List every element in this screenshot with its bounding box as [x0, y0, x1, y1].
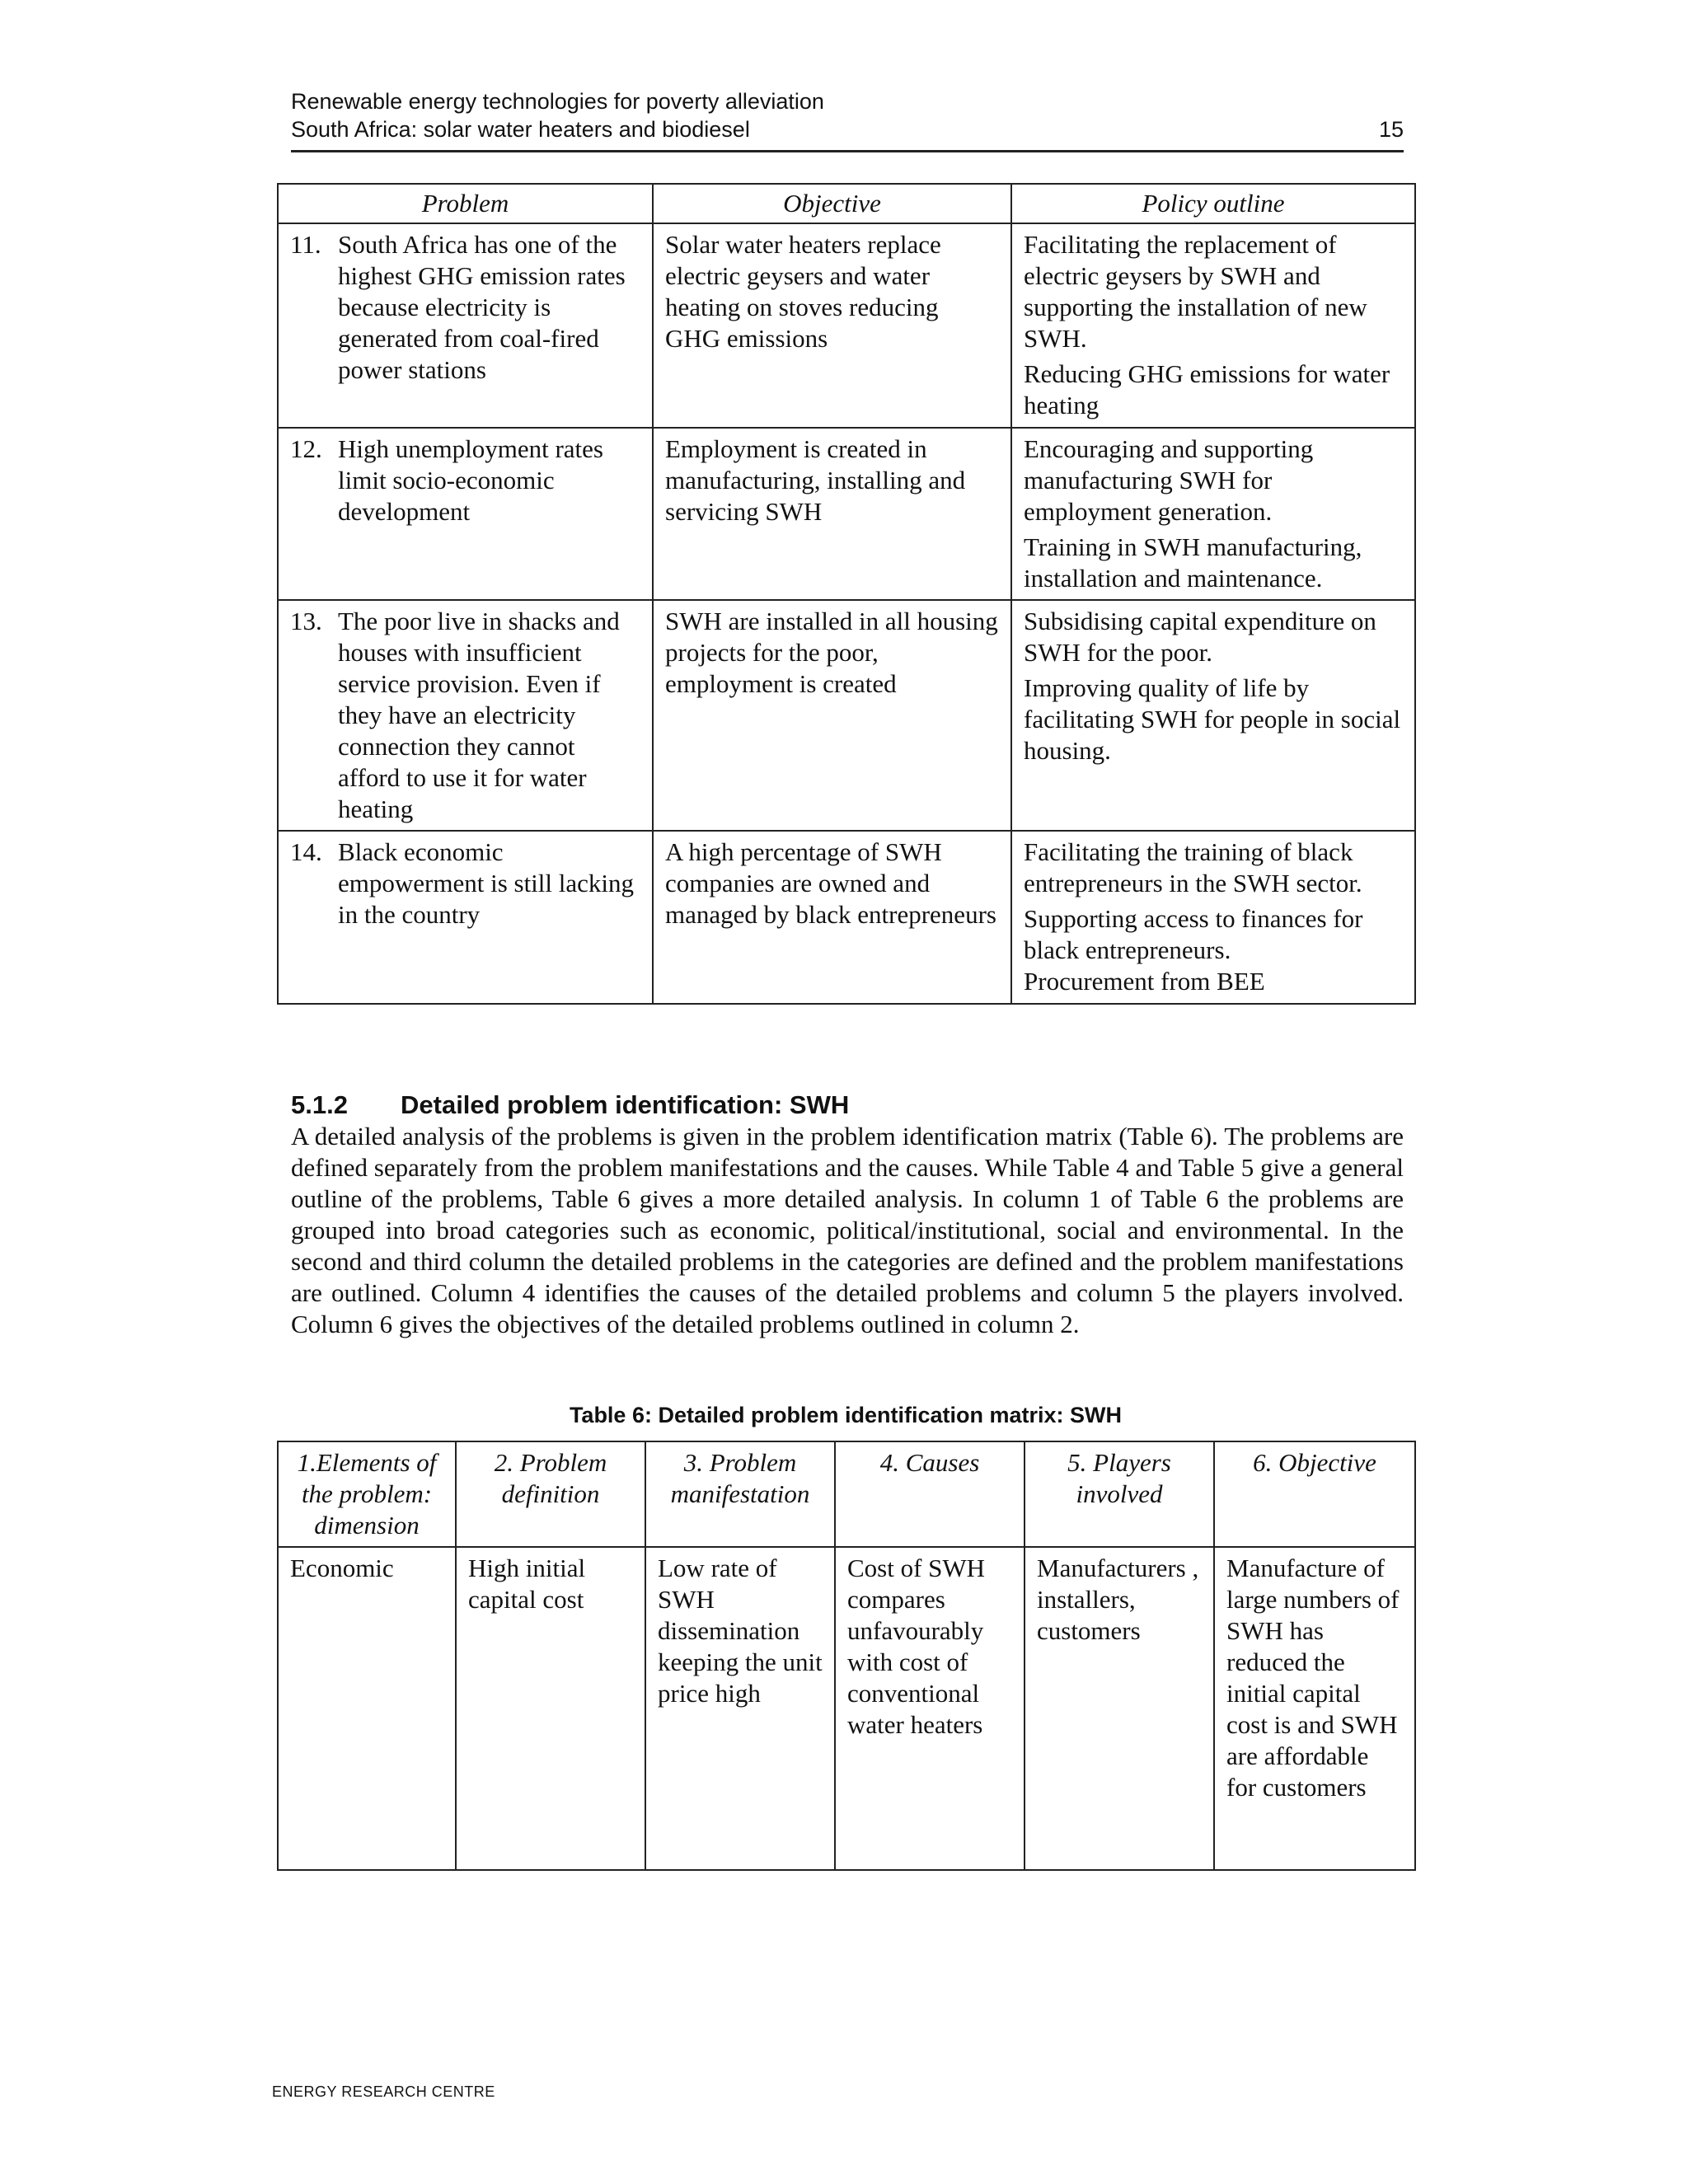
policy-cell: [1011, 831, 1415, 1004]
header-title-line1: Renewable energy technologies for poverty alleviation: [291, 89, 824, 114]
policy-text: Training in SWH manufacturing, installation and maintenance.: [1024, 532, 1362, 593]
table-row: [278, 428, 1415, 600]
policy-text: Supporting access to finances for black entrepreneurs.: [1024, 904, 1363, 964]
table-cell: Economic: [278, 1547, 456, 1870]
table-cell: Cost of SWH compares unfavourably with cost of conventional water heaters: [835, 1547, 1025, 1870]
page-number: 15: [1378, 117, 1404, 142]
problem-objective-policy-table: [277, 183, 1416, 1005]
objective-cell: Employment is created in manufacturing, installing and servicing SWH: [653, 428, 1011, 600]
page-footer: ENERGY RESEARCH CENTRE: [272, 2083, 495, 2100]
policy-text: Improving quality of life by facilitating SWH for people in social housing.: [1024, 673, 1401, 765]
policy-cell: [1011, 600, 1415, 831]
body-paragraph: A detailed analysis of the problems is given in the problem identification matrix (Table 6). The problems are defined separately from the problem manifestations and the causes. While Table 4 and Table 5 give a general outline of the problems, Table 6 gives a more detailed analysis. In column 1 of Table 6 the problems are grouped into broad categories such as economic, political/institutional, social and environmental. In the second and third column the detailed problems in the categories are defined and the problem manifestations are outlined. Column 4 identifies the causes of the detailed problems and column 5 the players involved. Column 6 gives the objectives of the detailed problems outlined in column 2.: [291, 1122, 1404, 1338]
objective-cell: A high percentage of SWH companies are owned and managed by black entrepreneurs: [653, 831, 1011, 1004]
problem-identification-matrix: [277, 1441, 1416, 1871]
problem-text: Black economic empowerment is still lacking in the country: [338, 837, 635, 929]
column-header-players-involved: 5. Players involved: [1025, 1441, 1214, 1547]
page-header: [291, 87, 1404, 152]
table-header-row: [278, 1441, 1415, 1547]
problem-text: South Africa has one of the highest GHG emission rates because electricity is generated from coal-fired power stations: [338, 230, 626, 384]
item-number: 14.: [290, 837, 322, 866]
column-header-policy-outline: Policy outline: [1011, 184, 1415, 223]
policy-cell: [1011, 223, 1415, 428]
table-cell: Low rate of SWH dissemination keeping the unit price high: [645, 1547, 835, 1870]
table-caption: Table 6: Detailed problem identification matrix: SWH: [569, 1403, 1123, 1427]
objective-cell: SWH are installed in all housing projects for the poor, employment is created: [653, 600, 1011, 831]
column-header-problem: Problem: [278, 184, 653, 223]
table-row: [278, 1547, 1415, 1870]
section-number: 5.1.2: [291, 1090, 348, 1119]
problem-text: The poor live in shacks and houses with insufficient service provision. Even if they have an electricity connection they cannot afford to use it for water heating: [338, 607, 620, 823]
column-header-causes: 4. Causes: [835, 1441, 1025, 1547]
table-header-row: [278, 184, 1415, 223]
item-number: 12.: [290, 434, 322, 463]
header-title-line2: South Africa: solar water heaters and biodiesel: [291, 117, 750, 142]
item-number: 11.: [290, 230, 321, 259]
policy-text: Procurement from BEE: [1024, 967, 1265, 996]
table-row: [278, 600, 1415, 831]
table-cell: Manufacture of large numbers of SWH has reduced the initial capital cost is and SWH are affordable for customers: [1214, 1547, 1415, 1870]
column-header-dimension: 1.Elements of the problem: dimension: [278, 1441, 456, 1547]
policy-text: Reducing GHG emissions for water heating: [1024, 359, 1390, 419]
section-heading: [291, 1090, 849, 1121]
column-header-objective: Objective: [653, 184, 1011, 223]
problem-text: High unemployment rates limit socio-economic development: [338, 434, 603, 526]
table-cell: High initial capital cost: [456, 1547, 645, 1870]
column-header-problem-definition: 2. Problem definition: [456, 1441, 645, 1547]
table-row: [278, 831, 1415, 1004]
item-number: 13.: [290, 607, 322, 635]
policy-text: Facilitating the replacement of electric geysers by SWH and supporting the installation of new SWH.: [1024, 230, 1367, 353]
problem-cell: [278, 223, 653, 428]
column-header-problem-manifestation: 3. Problem manifestation: [645, 1441, 835, 1547]
policy-text: Facilitating the training of black entrepreneurs in the SWH sector.: [1024, 837, 1362, 898]
policy-cell: [1011, 428, 1415, 600]
section-title: Detailed problem identification: SWH: [401, 1090, 850, 1119]
problem-cell: [278, 831, 653, 1004]
table-row: [278, 223, 1415, 428]
objective-cell: Solar water heaters replace electric geysers and water heating on stoves reducing GHG emissions: [653, 223, 1011, 428]
problem-cell: [278, 428, 653, 600]
table-cell: Manufacturers , installers, customers: [1025, 1547, 1214, 1870]
policy-text: Encouraging and supporting manufacturing SWH for employment generation.: [1024, 434, 1314, 526]
policy-text: Subsidising capital expenditure on SWH for the poor.: [1024, 607, 1376, 667]
column-header-objective: 6. Objective: [1214, 1441, 1415, 1547]
problem-cell: [278, 600, 653, 831]
